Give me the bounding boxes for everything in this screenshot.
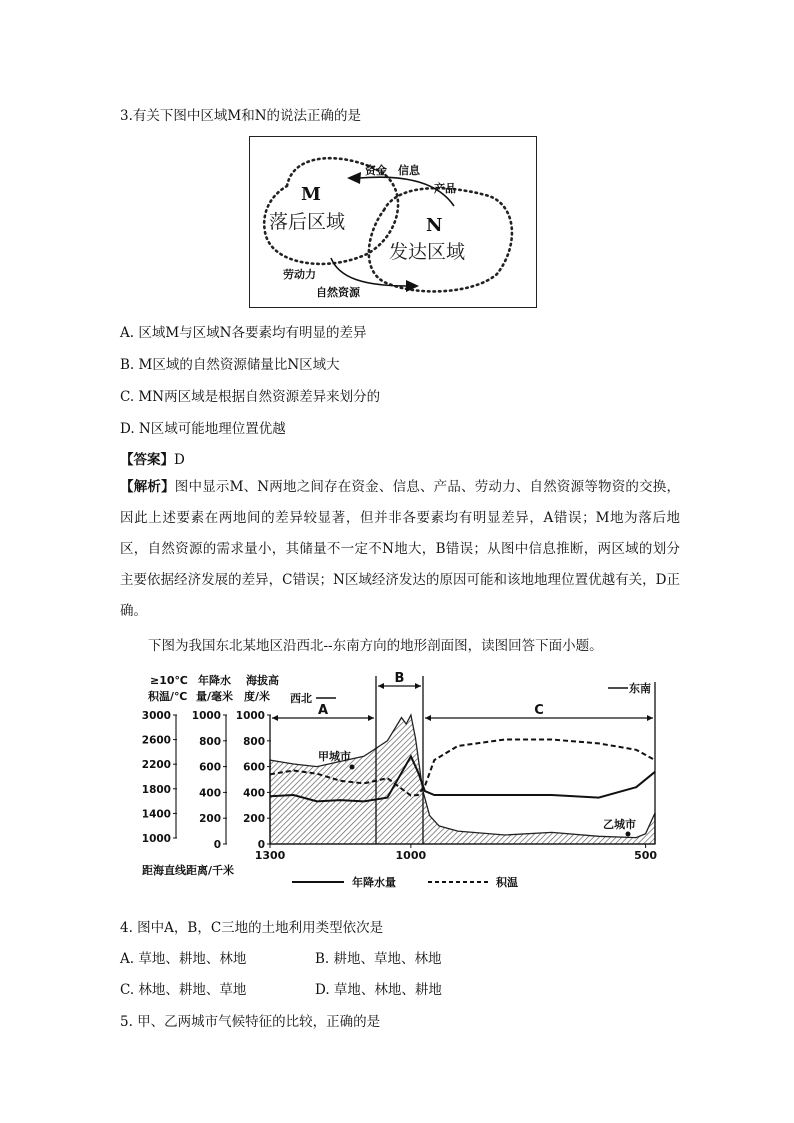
answer-value: D <box>174 452 185 468</box>
question-3-stem: 3.有关下图中区域M和N的说法正确的是 <box>120 108 362 124</box>
city-jia-marker <box>350 765 355 770</box>
zone-c-arrow-right <box>647 715 653 721</box>
flow-label-funds: 资金 <box>365 164 387 177</box>
flow-label-products: 产品 <box>434 182 456 195</box>
zone-b-arrow-left <box>378 683 384 689</box>
flow-label-labor: 劳动力 <box>283 268 316 281</box>
city-jia-label: 甲城市 <box>318 750 351 763</box>
zone-a-arrow-right <box>368 715 374 721</box>
n-label: N <box>426 215 443 236</box>
profile-intro: 下图为我国东北某地区沿西北--东南方向的地形剖面图，读图回答下面小题。 <box>148 638 603 654</box>
precipitation-axis-tick-label: 1000 <box>191 710 221 722</box>
elevation-axis-tick-label: 0 <box>257 839 265 851</box>
terrain-profile-area <box>270 715 655 844</box>
flow-label-resources: 自然资源 <box>316 286 360 299</box>
city-yi-marker <box>626 832 631 837</box>
temperature-axis-tick-label: 3000 <box>141 710 171 722</box>
zone-b-arrow-right <box>415 683 421 689</box>
q4-option-d: D. 草地、林地、耕地 <box>315 982 442 998</box>
temperature-axis-tick-label: 1000 <box>141 833 171 845</box>
q3-option-c: C. MN两区域是根据自然资源差异来划分的 <box>120 389 381 405</box>
question-4-stem: 4. 图中A，B，C三地的土地利用类型依次是 <box>120 920 384 936</box>
legend-temperature-label: 积温 <box>496 876 518 889</box>
direction-northwest: 西北 <box>290 692 312 705</box>
precipitation-axis-tick-label: 400 <box>199 787 221 800</box>
elevation-axis-tick-label: 1000 <box>235 710 265 722</box>
precipitation-axis-tick-label: 600 <box>199 761 221 774</box>
q4-option-b: B. 耕地、草地、林地 <box>315 951 442 967</box>
zone-b-label: B <box>394 671 405 686</box>
legend-precipitation-label: 年降水量 <box>352 876 396 889</box>
zone-a-arrow-left <box>272 715 278 721</box>
precipitation-axis-tick-label: 200 <box>199 813 221 826</box>
distance-tick-label: 1000 <box>395 849 427 862</box>
zone-a-label: A <box>317 703 329 718</box>
zone-c-arrow-left <box>425 715 431 721</box>
analysis-label: 【解析】 <box>120 479 175 495</box>
temperature-axis-tick-label: 2200 <box>141 759 171 772</box>
q3-option-a: A. 区域M与区域N各要素均有明显的差异 <box>120 325 367 341</box>
temperature-axis-tick-label: 2600 <box>141 734 171 747</box>
precipitation-axis-title-1: 年降水 <box>198 674 231 687</box>
q3-option-d: D. N区域可能地理位置优越 <box>120 421 286 437</box>
q3-option-b: B. M区域的自然资源储量比N区域大 <box>120 357 340 373</box>
region-diagram <box>249 136 537 308</box>
elevation-axis-tick-label: 600 <box>243 761 265 774</box>
zone-c-label: C <box>534 703 544 718</box>
m-region-text: 落后区域 <box>269 211 346 233</box>
distance-tick-label: 500 <box>634 849 658 862</box>
temperature-axis-tick-label: 1400 <box>141 808 171 821</box>
precipitation-axis-title-2: 量/毫米 <box>196 690 234 703</box>
m-label: M <box>301 184 321 205</box>
direction-southeast: 东南 <box>629 682 651 695</box>
analysis-text: 图中显示M、N两地之间存在资金、信息、产品、劳动力、自然资源等物资的交换，因此上述要素在两地间的差异较显著，但并非各要素均有明显差异，A错误；M地为落后地区，自然资源的需求量小，其储量不一定不N地大，B错误；从图中信息推断，两区域的划分主要依据经济发展的差异，C错误；N区域经济发达的原因可能和该地地理位置优越有关，D正确。 <box>120 479 681 619</box>
temperature-axis-title-1: ≥10℃ <box>150 674 188 687</box>
n-region-text: 发达区域 <box>389 241 466 263</box>
elevation-axis-title-1: 海拔高 <box>246 674 279 687</box>
temperature-axis-tick-label: 1800 <box>141 783 171 796</box>
elevation-axis-tick-label: 400 <box>243 787 265 800</box>
flow-label-information: 信息 <box>398 164 420 177</box>
elevation-axis-tick-label: 800 <box>243 735 265 748</box>
elevation-axis-title-2: 度/米 <box>244 690 271 703</box>
temperature-axis-title-2: 积温/℃ <box>148 690 188 703</box>
distance-axis-title: 距海直线距离/千米 <box>142 864 235 877</box>
terrain-profile-chart <box>140 668 668 896</box>
precipitation-axis-tick-label: 0 <box>213 839 221 851</box>
elevation-axis-tick-label: 200 <box>243 813 265 826</box>
analysis-paragraph <box>120 472 680 627</box>
distance-tick-label: 1300 <box>254 849 286 862</box>
answer-line <box>120 448 185 468</box>
answer-label: 【答案】 <box>120 452 174 468</box>
q4-option-a: A. 草地、耕地、林地 <box>120 951 247 967</box>
q4-option-c: C. 林地、耕地、草地 <box>120 982 247 998</box>
precipitation-axis-tick-label: 800 <box>199 735 221 748</box>
question-5-stem: 5. 甲、乙两城市气候特征的比较，正确的是 <box>120 1014 381 1030</box>
city-yi-label: 乙城市 <box>603 818 636 831</box>
